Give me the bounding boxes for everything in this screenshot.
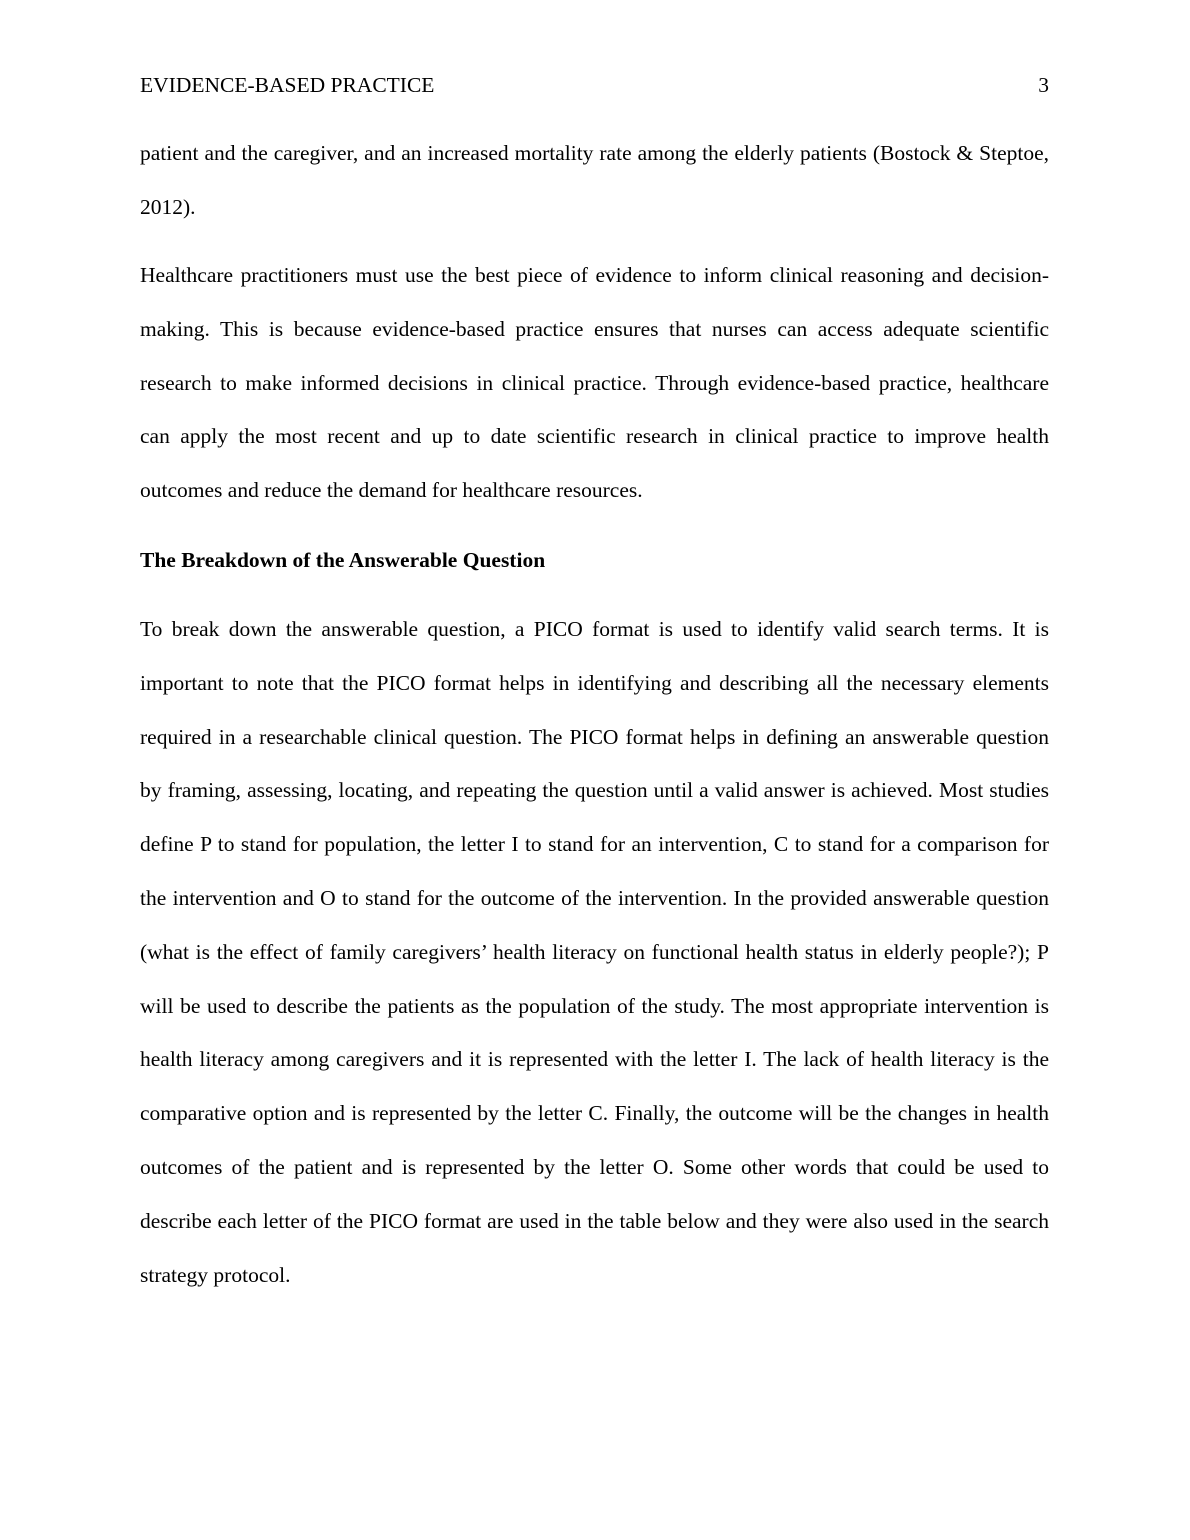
- running-head: [140, 70, 1049, 100]
- paragraph-evidence-based-practice: Healthcare practitioners must use the best piece of evidence to inform clinical reasoning and decision-making. This is because evidence-based practice ensures that nurses can access adequate scientific research to make informed decisions in clinical practice. Through evidence-based practice, healthcare can apply the most recent and up to date scientific research in clinical practice to improve health outcomes and reduce the demand for healthcare resources.: [140, 263, 1049, 503]
- running-title: EVIDENCE-BASED PRACTICE: [140, 73, 435, 97]
- page-number: 3: [1038, 73, 1049, 97]
- paragraph-continuation: patient and the caregiver, and an increased mortality rate among the elderly patients (Bostock & Steptoe, 2012).: [140, 141, 1049, 219]
- section-heading: The Breakdown of the Answerable Question: [140, 548, 546, 572]
- paragraph-pico-breakdown: To break down the answerable question, a PICO format is used to identify valid search terms. It is important to note that the PICO format helps in identifying and describing all the necessary elements required in a researchable clinical question. The PICO format helps in defining an answerable question by framing, assessing, locating, and repeating the question until a valid answer is achieved. Most studies define P to stand for population, the letter I to stand for an intervention, C to stand for a comparison for the intervention and O to stand for the outcome of the intervention. In the provided answerable question (what is the effect of family caregivers’ health literacy on functional health status in elderly people?); P will be used to describe the patients as the population of the study. The most appropriate intervention is health literacy among caregivers and it is represented with the letter I. The lack of health literacy is the comparative option and is represented by the letter C. Finally, the outcome will be the changes in health outcomes of the patient and is represented by the letter O. Some other words that could be used to describe each letter of the PICO format are used in the table below and they were also used in the search strategy protocol.: [140, 617, 1049, 1287]
